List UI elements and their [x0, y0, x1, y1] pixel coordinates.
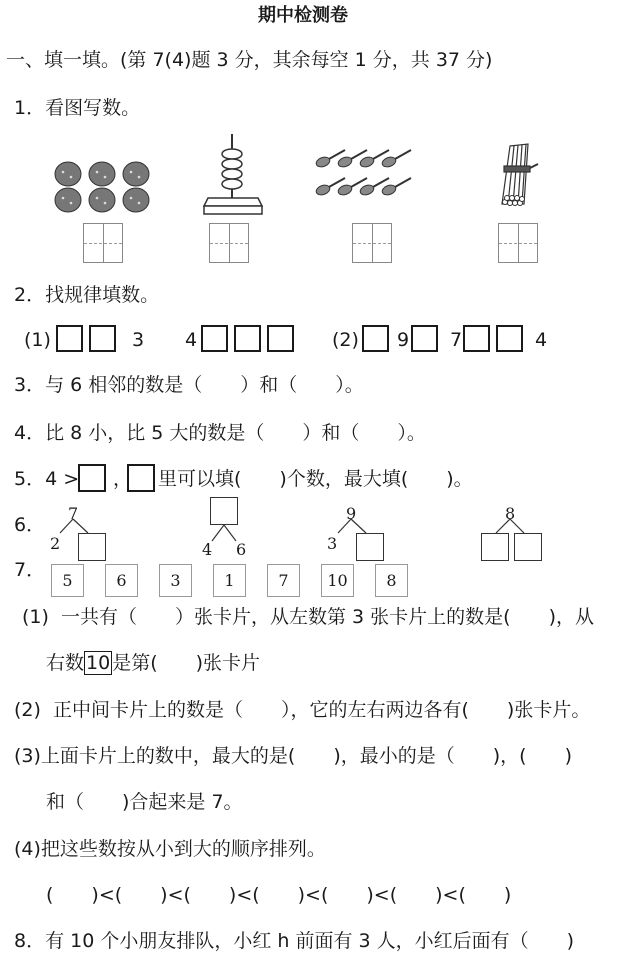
question-6-label: 6． [14, 514, 46, 536]
number-card: 5 [51, 564, 84, 597]
question-2-label: 2．找规律填数。 [14, 284, 160, 306]
bond-part: 6 [236, 540, 247, 559]
question-7-2: (2) 正中间卡片上的数是（ ），它的左右两边各有( )张卡片。 [14, 699, 591, 721]
blank-box[interactable] [481, 533, 509, 561]
blank-box[interactable] [78, 464, 106, 492]
blank-box[interactable] [411, 325, 438, 352]
number-card: 6 [105, 564, 138, 597]
number-card: 3 [159, 564, 192, 597]
question-7-3b: 和（ )合起来是 7。 [46, 791, 243, 813]
blank-box[interactable] [267, 325, 294, 352]
question-5-text: 里可以填( )个数，最大填( )。 [158, 468, 473, 490]
question-7-4: (4)把这些数按从小到大的顺序排列。 [14, 838, 326, 860]
blank-box[interactable] [356, 533, 384, 561]
question-7-label: 7． [14, 559, 46, 581]
blank-box[interactable] [127, 464, 155, 492]
q7-text: 右数 [46, 652, 85, 674]
q2-part2-label: (2) [332, 329, 359, 351]
blank-box[interactable] [210, 497, 238, 525]
answer-box[interactable] [498, 223, 538, 263]
blank-box[interactable] [496, 325, 523, 352]
bond-total: 7 [68, 504, 79, 523]
abacus-icon [200, 132, 264, 218]
framed-number: 10 [86, 652, 111, 674]
blank-box[interactable] [514, 533, 542, 561]
blank-box[interactable] [89, 325, 116, 352]
bond-total: 9 [346, 504, 357, 523]
question-3: 3．与 6 相邻的数是（ ）和（ ）。 [14, 374, 364, 396]
blank-box[interactable] [78, 533, 106, 561]
question-5-comma: ， [113, 468, 133, 490]
question-5-prefix: 5．4 > [14, 468, 80, 490]
answer-box[interactable] [209, 223, 249, 263]
blank-box[interactable] [201, 325, 228, 352]
question-8: 8．有 10 个小朋友排队，小红 h 前面有 3 人，小红后面有（ ) [14, 930, 575, 952]
question-1-label: 1．看图写数。 [14, 97, 141, 119]
blank-box[interactable] [234, 325, 261, 352]
section-heading: 一、填一填。(第 7(4)题 3 分，其余每空 1 分，共 37 分) [6, 49, 493, 71]
number-card: 1 [213, 564, 246, 597]
question-7-3a: (3)上面卡片上的数中，最大的是( )，最小的是（ )，( ) [14, 745, 572, 767]
blank-box[interactable] [463, 325, 490, 352]
bond-total: 8 [505, 504, 516, 523]
sequence-number: 3 [132, 329, 145, 351]
sequence-number: 4 [535, 329, 548, 351]
strawberry-icon [52, 158, 154, 216]
q7-text: 是第( )张卡片 [112, 652, 261, 674]
number-card: 7 [267, 564, 300, 597]
answer-box[interactable] [352, 223, 392, 263]
sequence-number: 4 [185, 329, 198, 351]
q2-part1-label: (1) [24, 329, 51, 351]
blank-box[interactable] [362, 325, 389, 352]
sequence-number: 7 [450, 329, 463, 351]
bond-part: 4 [202, 540, 213, 559]
answer-box[interactable] [83, 223, 123, 263]
blank-box[interactable] [56, 325, 83, 352]
sequence-number: 9 [397, 329, 410, 351]
question-4: 4．比 8 小，比 5 大的数是（ ）和（ ）。 [14, 422, 426, 444]
page-title: 期中检测卷 [258, 5, 348, 26]
spoon-icon [315, 140, 415, 206]
number-card: 10 [321, 564, 354, 597]
question-7-4-line: ( )<( )<( )<( )<( )<( )<( ) [46, 884, 512, 906]
stick-bundle-icon [496, 142, 540, 210]
question-7-1b [46, 651, 260, 675]
bond-part: 3 [327, 534, 338, 553]
number-bond-lines [50, 505, 550, 560]
number-card: 8 [375, 564, 408, 597]
bond-part: 2 [50, 534, 61, 553]
question-7-1a: (1) 一共有（ ）张卡片，从左数第 3 张卡片上的数是( )，从 [22, 606, 594, 628]
